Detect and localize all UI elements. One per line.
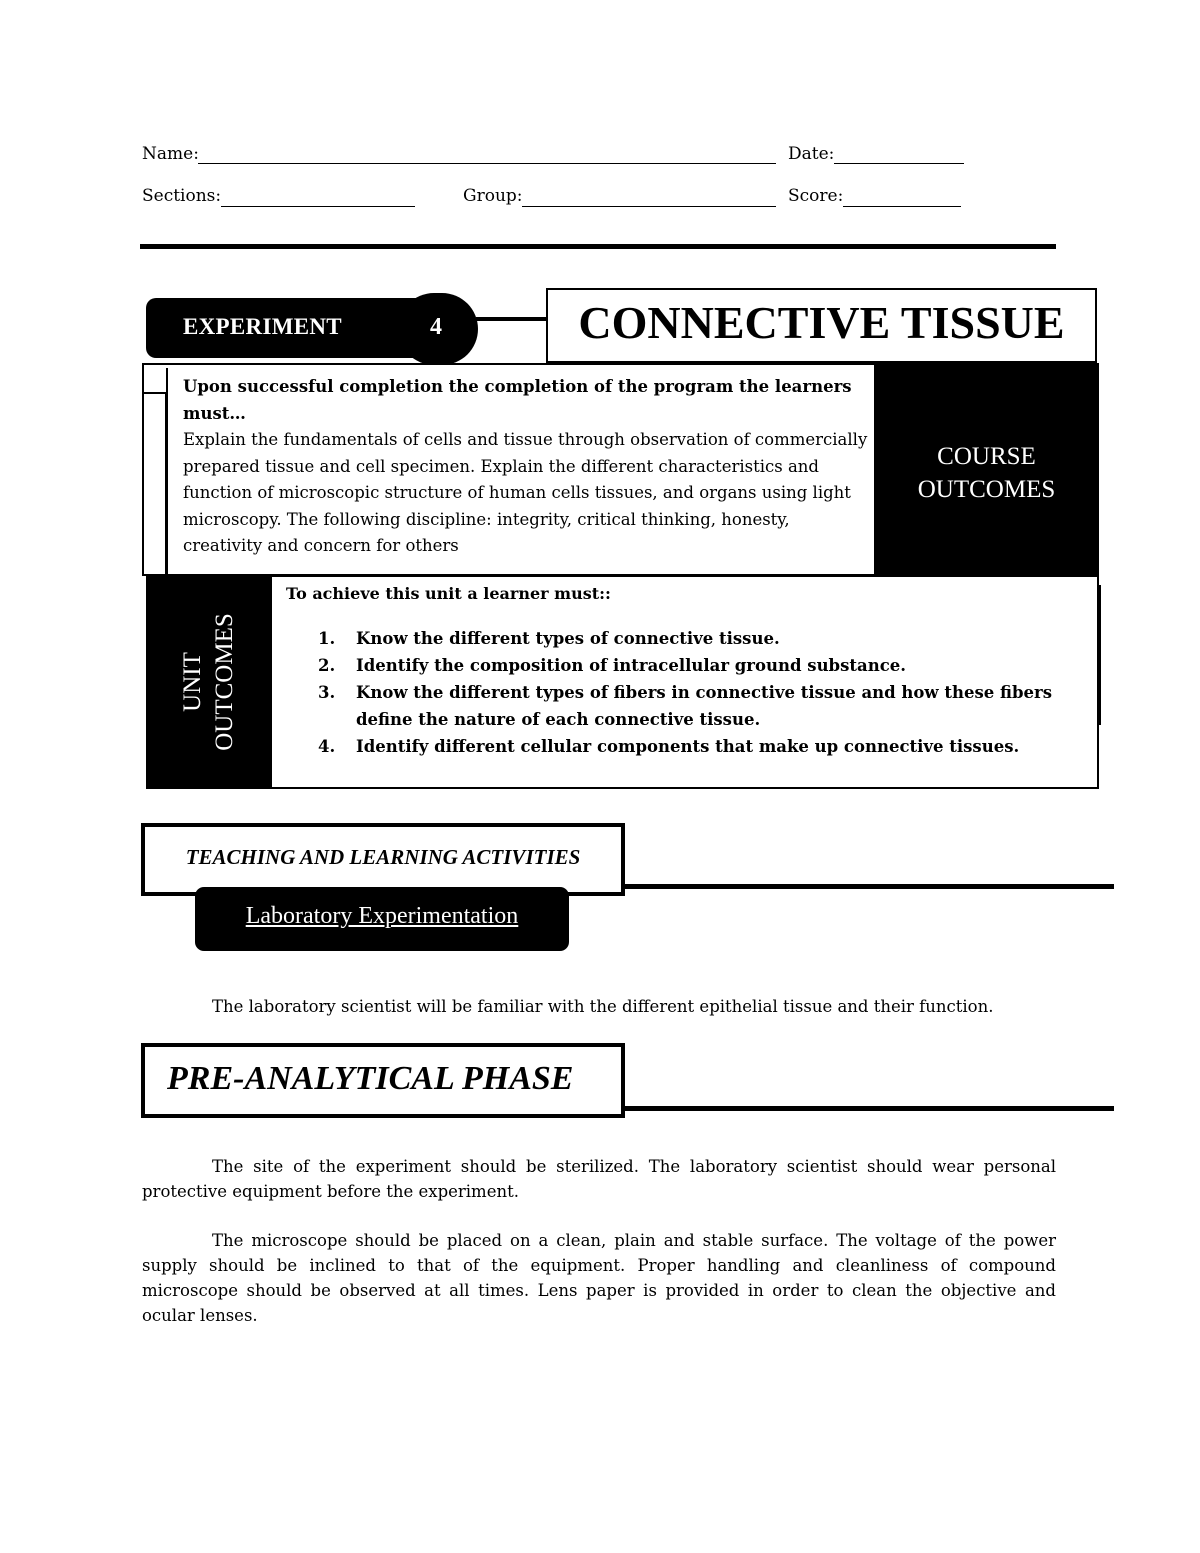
list-item-text: Identify the composition of intracellular ground substance. [356, 656, 906, 675]
list-item [318, 679, 1063, 733]
unit-outcomes-intro: To achieve this unit a learner must:: [286, 584, 611, 603]
list-item-number: 2. [318, 656, 336, 675]
header-divider [140, 244, 1056, 249]
experiment-number: 4 [430, 314, 442, 340]
list-item [318, 625, 1063, 652]
pre-analytical-heading: PRE-ANALYTICAL PHASE [167, 1060, 574, 1097]
name-field[interactable] [198, 163, 776, 164]
course-outcomes-tab [142, 368, 168, 394]
sections-field[interactable] [221, 206, 415, 207]
unit-outcomes-heading [146, 575, 272, 789]
course-outcomes-heading [874, 440, 1099, 506]
list-item-text: Know the different types of connective tissue. [356, 629, 780, 648]
date-field[interactable] [834, 163, 964, 164]
teaching-heading: TEACHING AND LEARNING ACTIVITIES [185, 845, 581, 869]
experiment-label: EXPERIMENT [183, 314, 342, 339]
lab-experimentation-label: Laboratory Experimentation [245, 903, 519, 929]
score-field[interactable] [843, 206, 961, 207]
course-outcomes-intro: Upon successful completion the completion of the program the learners must… [183, 377, 852, 423]
unit-outcomes-heading-line1: UNIT [179, 652, 206, 712]
teaching-heading-rule [625, 884, 1114, 889]
list-item-number: 1. [318, 629, 336, 648]
list-item-number: 3. [318, 683, 336, 702]
group-label: Group: [463, 186, 523, 206]
list-item-text: Know the different types of fibers in connective tissue and how these fibers define the nature of each connective tissue. [356, 683, 1053, 729]
list-item-number: 4. [318, 737, 336, 756]
course-outcomes-heading-line2: OUTCOMES [917, 476, 1056, 503]
name-label: Name: [142, 144, 199, 164]
date-label: Date: [788, 144, 835, 164]
pre-analytical-paragraph-2: The microscope should be placed on a clean, plain and stable surface. The voltage of the power supply should be inclined to that of the equipment. Proper handling and cleanliness of compound microscope should be observed at all times. Lens paper is provided in order to clean the objective and ocular lenses. [142, 1231, 1056, 1325]
list-item [318, 733, 1063, 760]
unit-outcomes-edge [1097, 585, 1101, 725]
unit-outcomes-list [318, 625, 1063, 760]
score-label: Score: [788, 186, 844, 206]
course-outcomes-sidebar [142, 394, 168, 576]
experiment-connector [476, 317, 546, 321]
teaching-text: The laboratory scientist will be familiar with the different epithelial tissue and their function. [212, 997, 994, 1016]
list-item-text: Identify different cellular components that make up connective tissues. [356, 737, 1020, 756]
pre-analytical-paragraph-1: The site of the experiment should be sterilized. The laboratory scientist should wear personal protective equipment before the experiment. [142, 1157, 1056, 1201]
list-item [318, 652, 1063, 679]
course-outcomes-body: Explain the fundamentals of cells and tissue through observation of commercially prepared tissue and cell specimen. Explain the different characteristics and function of microscopic structure of human cells tissues, and organs using light microscopy. The following discipline: integrity, critical thinking, honesty, creativity and concern for others [183, 430, 868, 555]
course-outcomes-heading-line1: COURSE [937, 443, 1036, 470]
course-outcomes-text [183, 374, 868, 560]
sections-label: Sections: [142, 186, 222, 206]
page-title: CONNECTIVE TISSUE [578, 297, 1065, 348]
pre-analytical-heading-rule [625, 1106, 1114, 1111]
group-field[interactable] [522, 206, 776, 207]
unit-outcomes-heading-line2: OUTCOMES [211, 613, 238, 751]
